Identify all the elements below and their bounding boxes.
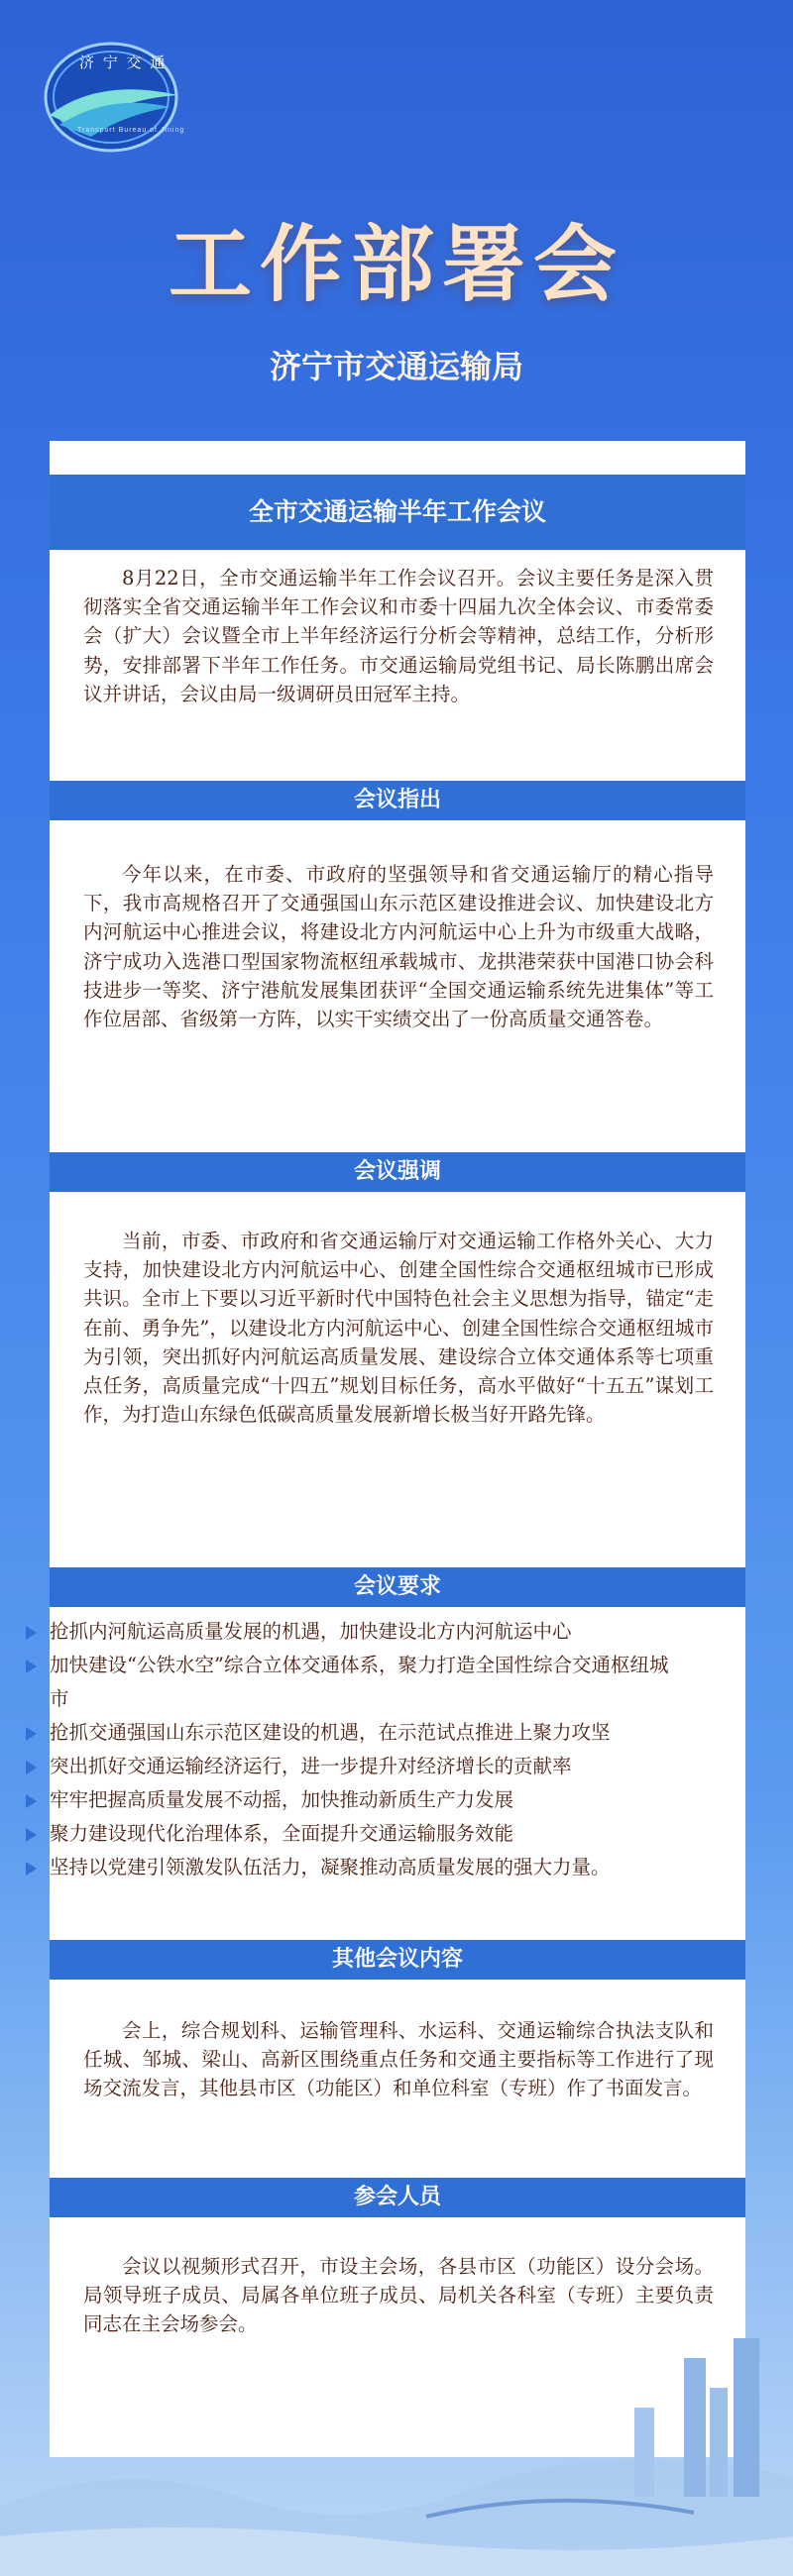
meeting-intro: 8月22日，全市交通运输半年工作会议召开。会议主要任务是深入贯彻落实全省交通运输半年工作会议和市委十四届九次全体会议、市委常委会（扩大）会议暨全市上半年经济运行分析会等精神，总结工作，分析形势，安排部署下半年工作任务。市交通运输局党组书记、局长陈鹏出席会议并讲话，会议由局一级调研员田冠军主持。 (83, 567, 714, 705)
city-skyline-illustration (0, 2338, 793, 2576)
list-item: 聚力建设现代化治理体系，全面提升交通运输服务效能 (26, 1817, 680, 1851)
section-text-attendees: 会议以视频形式召开，市设主会场，各县市区（功能区）设分会场。局领导班子成员、局属各单位班子成员、局机关各科室（专班）主要负责同志在主会场参会。 (83, 2255, 714, 2336)
meeting-title: 全市交通运输半年工作会议 (50, 475, 745, 550)
triangle-bullet-icon (26, 1626, 37, 1640)
content-panel (50, 441, 745, 2457)
list-item: 牢牢把握高质量发展不动摇，加快推动新质生产力发展 (26, 1783, 680, 1817)
section-header-emphasized: 会议强调 (50, 1152, 745, 1192)
section-header-attendees: 参会人员 (50, 2178, 745, 2217)
triangle-bullet-icon (26, 1862, 37, 1876)
list-item: 抢抓内河航运高质量发展的机遇，加快建设北方内河航运中心 (26, 1615, 680, 1649)
list-item: 抢抓交通强国山东示范区建设的机遇，在示范试点推进上聚力攻坚 (26, 1716, 680, 1750)
triangle-bullet-icon (26, 1761, 37, 1774)
section-header-pointed: 会议指出 (50, 781, 745, 820)
section-header-requirements: 会议要求 (50, 1567, 745, 1607)
section-text-emphasized: 当前，市委、市政府和省交通运输厅对交通运输工作格外关心、大力支持，加快建设北方内河航运中心、创建全国性综合交通枢纽城市已形成共识。全市上下要以习近平新时代中国特色社会主义思想为指导，锚定“走在前、勇争先”，以建设北方内河航运中心、创建全国性综合交通枢纽城市为引领，突出抓好内河航运高质量发展、建设综合立体交通体系等七项重点任务，高质量完成“十四五”规划目标任务，高水平做好“十五五”谋划工作，为打造山东绿色低碳高质量发展新增长极当好开路先锋。 (83, 1230, 714, 1427)
triangle-bullet-icon (26, 1727, 37, 1741)
triangle-bullet-icon (26, 1794, 37, 1808)
list-item: 突出抓好交通运输经济运行，进一步提升对经济增长的贡献率 (26, 1750, 680, 1783)
section-text-pointed: 今年以来，在市委、市政府的坚强领导和省交通运输厅的精心指导下，我市高规格召开了交通强国山东示范区建设推进会议、加快建设北方内河航运中心推进会议，将建设北方内河航运中心上升为市级重大战略，济宁成功入选港口型国家物流枢纽承载城市、龙拱港荣获中国港口协会科技进步一等奖、济宁港航发展集团获评“全国交通运输系统先进集体”等工作位居部、省级第一方阵，以实干实绩交出了一份高质量交通答卷。 (83, 863, 714, 1031)
logo-text: 济 宁 交 通 (79, 54, 168, 71)
requirements-list (26, 1615, 680, 1884)
list-item: 加快建设“公铁水空”综合立体交通体系，聚力打造全国性综合交通枢纽城市 (26, 1649, 680, 1716)
page-subtitle: 济宁市交通运输局 (269, 348, 523, 385)
triangle-bullet-icon (26, 1828, 37, 1842)
list-item: 坚持以党建引领激发队伍活力，凝聚推动高质量发展的强大力量。 (26, 1851, 680, 1884)
section-header-other: 其他会议内容 (50, 1940, 745, 1980)
page-title: 工作部署会 (168, 215, 624, 313)
section-text-other: 会上，综合规划科、运输管理科、水运科、交通运输综合执法支队和任城、邹城、梁山、高新区围绕重点任务和交通主要指标等工作进行了现场交流发言，其他县市区（功能区）和单位科室（专班）作了书面发言。 (83, 2019, 714, 2100)
triangle-bullet-icon (26, 1660, 37, 1673)
logo-subtitle: Transport Bureau of Jining (77, 127, 185, 134)
